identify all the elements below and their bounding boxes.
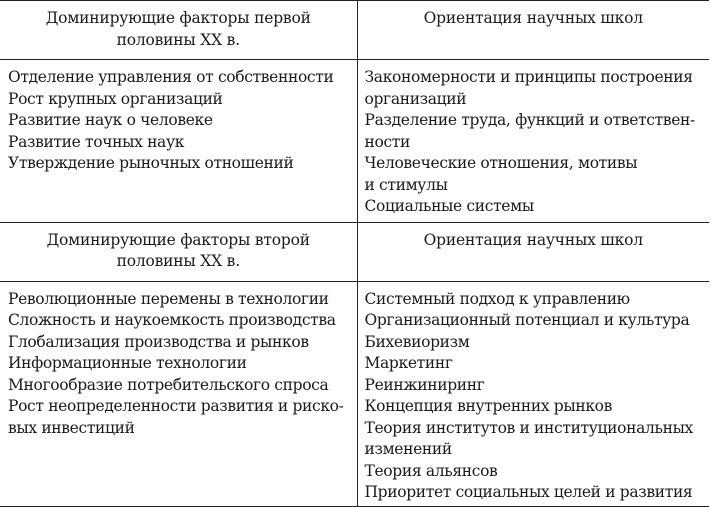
list-item: и стимулы [364, 175, 448, 194]
header-line: Ориентация научных школ [423, 230, 643, 249]
header-line: половины XX в. [116, 30, 240, 49]
list-item: ности [364, 132, 410, 151]
list-item: изменений [364, 440, 452, 458]
list-item: Глобализация производства и рынков [8, 332, 309, 351]
list-item: Рост неопределенности развития и риско- [8, 397, 344, 415]
table-header-row [0, 222, 709, 281]
list-item: Многообразие потребительского спроса [8, 375, 329, 394]
list-item: Разделение труда, функций и ответствен- [364, 111, 695, 129]
list-item: Маркетинг [364, 354, 453, 372]
factors-cell-second-half [0, 281, 357, 506]
list-item: Развитие точных наук [8, 132, 185, 151]
factors-cell-first-half [0, 60, 357, 223]
list-item: Системный подход к управлению [364, 289, 630, 308]
header-line: Ориентация научных школ [423, 9, 643, 27]
list-item: организаций [364, 89, 467, 108]
list-item: Социальные системы [364, 197, 534, 215]
list-item: Реинжиниринг [364, 375, 485, 394]
list-item: Закономерности и принципы построения [364, 68, 693, 86]
table-header-row [0, 1, 709, 60]
list-item: Сложность и наукоемкость производства [8, 311, 336, 329]
header-cell-factors-first-half [0, 1, 357, 60]
list-item: Теория институтов и институциональных [364, 418, 693, 437]
list-item: Развитие наук о человеке [8, 111, 213, 129]
list-item: Бихевиоризм [364, 332, 470, 351]
header-cell-schools-orientation [357, 222, 709, 281]
list-item: вых инвестиций [8, 418, 135, 437]
list-item: Теория альянсов [364, 461, 498, 480]
table-row [0, 60, 709, 223]
list-item: Отделение управления от собственности [8, 68, 334, 86]
schools-cell-first-half [357, 60, 709, 223]
header-cell-schools-orientation [357, 1, 709, 60]
schools-cell-second-half [357, 281, 709, 506]
list-item: Организационный потенциал и культура [364, 311, 690, 329]
table-row [0, 281, 709, 506]
list-item: Утверждение рыночных отношений [8, 154, 294, 172]
header-line: половины XX в. [116, 252, 240, 270]
list-item: Революционные перемены в технологии [8, 289, 329, 308]
list-item: Приоритет социальных целей и развития [364, 483, 693, 501]
list-item: Рост крупных организаций [8, 89, 223, 108]
header-line: Доминирующие факторы первой [45, 9, 311, 27]
header-line: Доминирующие факторы второй [46, 230, 310, 249]
list-item: Концепция внутренних рынков [364, 397, 613, 415]
list-item: Информационные технологии [8, 354, 247, 372]
header-cell-factors-second-half [0, 222, 357, 281]
list-item: Человеческие отношения, мотивы [364, 154, 638, 172]
